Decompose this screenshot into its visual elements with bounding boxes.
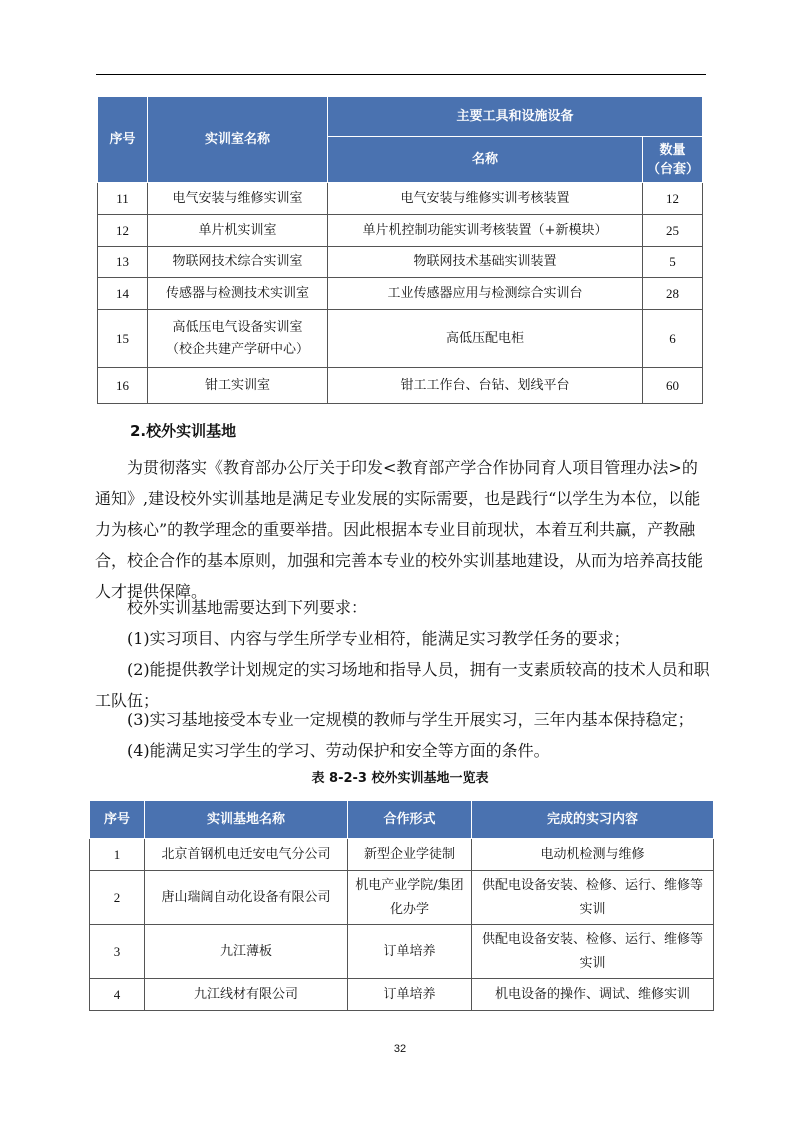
cell-room: 钳工实训室 [148, 368, 328, 404]
table-row [90, 871, 714, 925]
cell-seq: 14 [98, 278, 148, 310]
cell-cooperation: 新型企业学徒制 [348, 839, 472, 871]
paragraph-requirement-3: (3)实习基地接受本专业一定规模的教师与学生开展实习，三年内基本保持稳定； [127, 710, 694, 729]
cell-content: 供配电设备安装、检修、运行、维修等实训 [472, 871, 714, 925]
cell-qty: 60 [643, 368, 703, 404]
col-header-base-name: 实训基地名称 [145, 801, 348, 839]
col-header-seq: 序号 [90, 801, 145, 839]
cell-room: 传感器与检测技术实训室 [148, 278, 328, 310]
cell-content: 电动机检测与维修 [472, 839, 714, 871]
cell-seq: 2 [90, 871, 145, 925]
cell-qty: 25 [643, 215, 703, 247]
cell-content: 供配电设备安装、检修、运行、维修等实训 [472, 925, 714, 979]
cell-seq: 12 [98, 215, 148, 247]
header-rule [96, 74, 706, 75]
cell-seq: 3 [90, 925, 145, 979]
cell-base-name: 北京首钢机电迁安电气分公司 [145, 839, 348, 871]
cell-base-name: 九江线材有限公司 [145, 979, 348, 1011]
section-heading: 2.校外实训基地 [130, 422, 237, 440]
paragraph-requirements-lead: 校外实训基地需要达到下列要求： [127, 598, 368, 617]
col-header-cooperation: 合作形式 [348, 801, 472, 839]
cell-equipment: 高低压配电柜 [328, 310, 643, 368]
paragraph-requirement-4: (4)能满足实习学生的学习、劳动保护和安全等方面的条件。 [127, 741, 550, 760]
col-header-quantity: 数量 （台套） [643, 137, 703, 183]
cell-cooperation: 订单培养 [348, 979, 472, 1011]
table-row [90, 979, 714, 1011]
paragraph-intro: 为贯彻落实《教育部办公厅关于印发<教育部产学合作协同育人项目管理办法>的通知》,建设校外实训基地是满足专业发展的实际需要，也是践行“以学生为本位，以能力为核心”的教学理念的重要举措。因此根据本专业目前现状，本着互利共赢，产教融合，校企合作的基本原则，加强和完善本专业的校外实训基地建设，从而为培养高技能人才提供保障。 [95, 458, 704, 601]
lab-equipment-table [97, 96, 703, 404]
cell-content: 机电设备的操作、调试、维修实训 [472, 979, 714, 1011]
cell-room: 电气安装与维修实训室 [148, 183, 328, 215]
cell-equipment: 物联网技术基础实训装置 [328, 247, 643, 278]
cell-room: 单片机实训室 [148, 215, 328, 247]
cell-seq: 16 [98, 368, 148, 404]
cell-room: 高低压电气设备实训室 （校企共建产学研中心） [148, 310, 328, 368]
table-caption: 表 8-2-3 校外实训基地一览表 [311, 771, 489, 786]
cell-seq: 15 [98, 310, 148, 368]
table-row [98, 247, 703, 278]
table-row [98, 215, 703, 247]
external-base-table [89, 800, 714, 1011]
col-header-equipment-group: 主要工具和设施设备 [328, 97, 703, 137]
col-header-room-name: 实训室名称 [148, 97, 328, 183]
cell-base-name: 九江薄板 [145, 925, 348, 979]
cell-seq: 13 [98, 247, 148, 278]
table-row [98, 310, 703, 368]
cell-qty: 6 [643, 310, 703, 368]
cell-seq: 11 [98, 183, 148, 215]
cell-seq: 4 [90, 979, 145, 1011]
paragraph-requirement-2: (2)能提供教学计划规定的实习场地和指导人员，拥有一支素质较高的技术人员和职工队伍； [95, 660, 710, 710]
table-row [98, 368, 703, 404]
table-row [98, 278, 703, 310]
cell-equipment: 工业传感器应用与检测综合实训台 [328, 278, 643, 310]
table-row [90, 925, 714, 979]
table-row [98, 183, 703, 215]
cell-qty: 28 [643, 278, 703, 310]
table-row [90, 839, 714, 871]
cell-equipment: 钳工工作台、台钻、划线平台 [328, 368, 643, 404]
cell-seq: 1 [90, 839, 145, 871]
paragraph-requirement-1: (1)实习项目、内容与学生所学专业相符，能满足实习教学任务的要求； [127, 629, 630, 648]
cell-base-name: 唐山瑞阔自动化设备有限公司 [145, 871, 348, 925]
cell-equipment: 电气安装与维修实训考核装置 [328, 183, 643, 215]
cell-room: 物联网技术综合实训室 [148, 247, 328, 278]
col-header-content: 完成的实习内容 [472, 801, 714, 839]
col-header-equipment-name: 名称 [328, 137, 643, 183]
cell-qty: 12 [643, 183, 703, 215]
col-header-seq: 序号 [98, 97, 148, 183]
cell-cooperation: 订单培养 [348, 925, 472, 979]
page-number: 32 [393, 1043, 407, 1055]
cell-cooperation: 机电产业学院/集团化办学 [348, 871, 472, 925]
cell-equipment: 单片机控制功能实训考核装置（+新模块） [328, 215, 643, 247]
cell-qty: 5 [643, 247, 703, 278]
